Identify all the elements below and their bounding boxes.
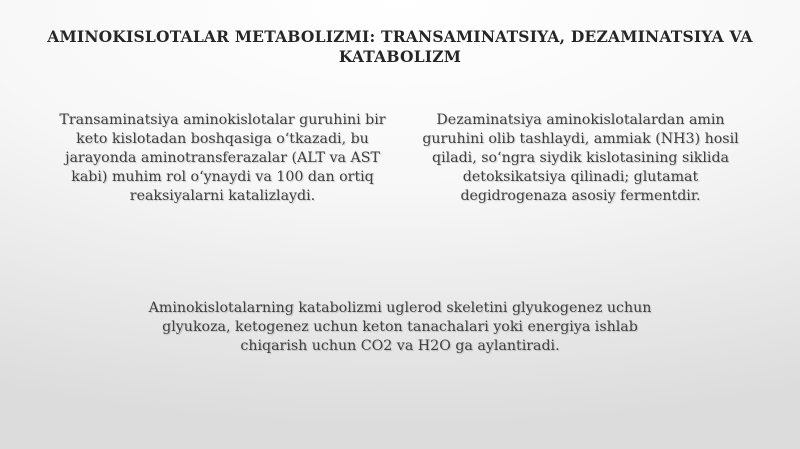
transamination-paragraph: Transaminatsiya aminokislotalar guruhini bir keto kislotadan boshqasiga oʻtkazadi, bu jarayonda aminotransferazalar (ALT va AST kabi) muhim rol oʻynaydi va 100 dan ortiq reaksiyalarni katalizlaydi. <box>59 112 386 204</box>
slide-title: AMINOKISLOTALAR METABOLIZMI: TRANSAMINATSIYA, DEZAMINATSIYA VA KATABOLIZM <box>47 27 753 66</box>
catabolism-paragraph: Aminokislotalarning katabolizmi uglerod skeletini glyukogenez uchun glyukoza, ketogenez uchun keton tanachalari yoki energiya ishlab chiqarish uchun CO2 va H2O ga aylantiradi. <box>148 300 652 354</box>
deamination-paragraph: Dezaminatsiya aminokislotalardan amin guruhini olib tashlaydi, ammiak (NH3) hosil qiladi, soʻngra siydik kislotasining siklida detoksikatsiya qilinadi; glutamat degidrogenaza asosiy fermentdir. <box>422 112 739 204</box>
